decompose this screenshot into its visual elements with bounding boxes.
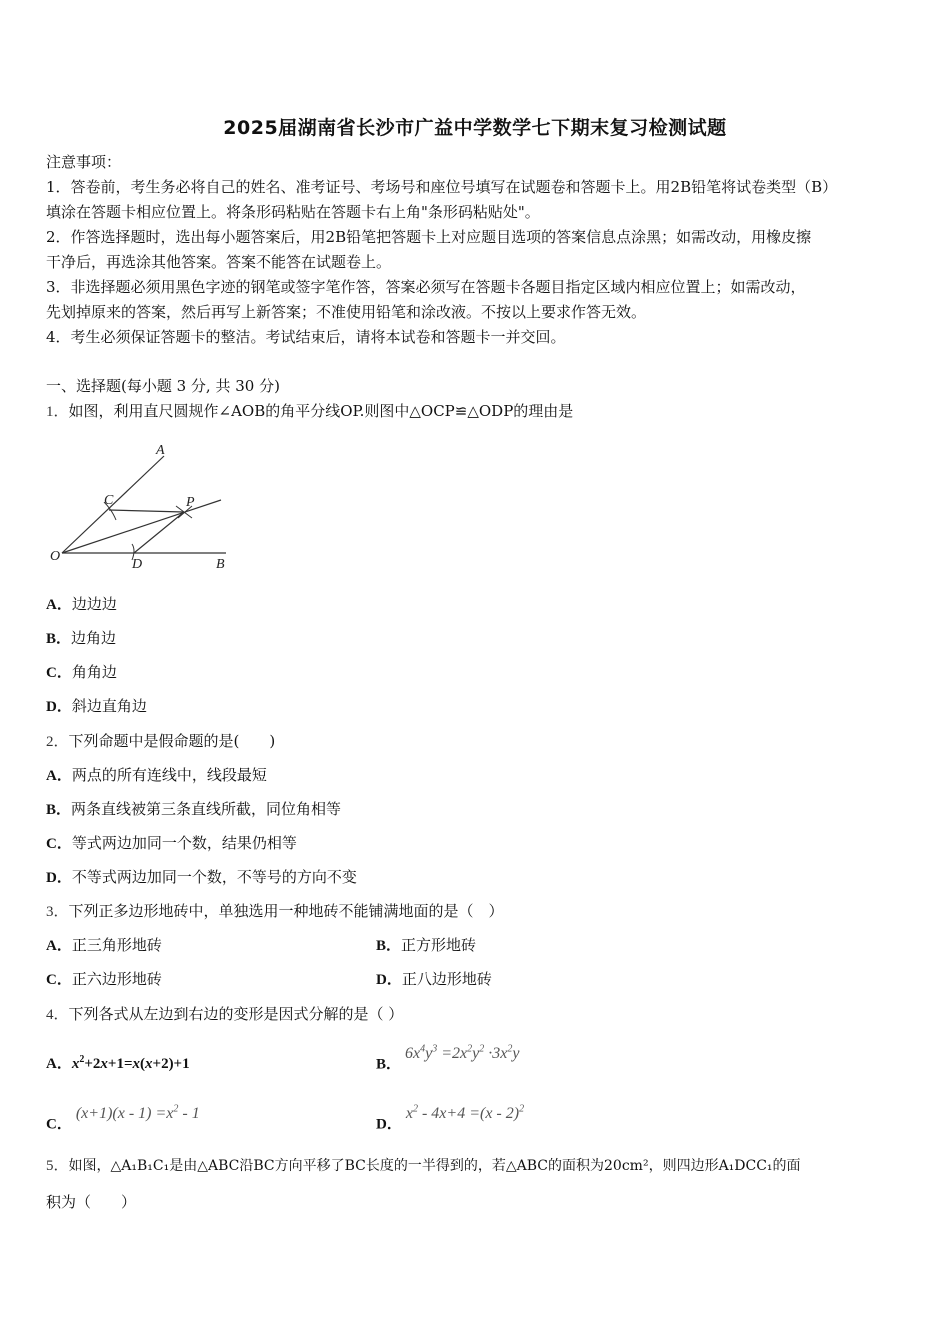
option-d[interactable]: D．$x^2 - 4x+4 =(x - 2)^2$ [376, 1104, 525, 1133]
question-number: 5． [46, 1158, 69, 1174]
label-a: A [156, 443, 165, 458]
option-d[interactable]: D．正八边形地砖 [376, 970, 492, 988]
formula: $x^2+2x+1=x(x+2)+1$ [71, 1054, 190, 1072]
option-a[interactable]: A．$x^2+2x+1=x(x+2)+1$ [46, 1054, 190, 1072]
notice-line: 先划掉原来的答案，然后再写上新答案；不准使用铅笔和涂改液。不按以上要求作答无效。 [46, 303, 647, 321]
question-5-continued: 积为（ ） [46, 1193, 137, 1211]
question-number: 1． [46, 404, 69, 420]
option-b[interactable]: B．$6x^4y^3 =2x^2y^2 \cdot 3x^2y$ [376, 1044, 520, 1073]
question-text: 下列正多边形地砖中，单独选用一种地砖不能铺满地面的是（ ） [68, 902, 504, 920]
question-number: 3． [46, 904, 69, 920]
question-number: 4． [46, 1007, 69, 1023]
option-c[interactable]: C．正六边形地砖 [46, 970, 162, 988]
question-5 [46, 1153, 906, 1178]
notice-line: 4．考生必须保证答题卡的整洁。考试结束后，请将本试卷和答题卡一并交回。 [46, 328, 566, 346]
notice-heading: 注意事项： [46, 153, 122, 171]
option-b[interactable]: B．正方形地砖 [376, 936, 477, 954]
option-d[interactable]: D．不等式两边加同一个数，不等号的方向不变 [46, 868, 357, 886]
section-heading: 一、选择题(每小题 3 分, 共 30 分) [46, 377, 280, 395]
option-a[interactable]: A．两点的所有连线中，线段最短 [46, 766, 267, 784]
angle-bisector-figure [46, 440, 246, 580]
question-text: 如图，利用直尺圆规作∠AOB的角平分线OP.则图中△OCP≌△ODP的理由是 [68, 402, 574, 420]
question-text: 下列命题中是假命题的是( ) [68, 732, 276, 750]
option-a[interactable]: A．边边边 [46, 595, 117, 613]
notice-line: 1．答卷前，考生务必将自己的姓名、准考证号、考场号和座位号填写在试题卷和答题卡上。用2B铅笔将试卷类型（B） [46, 178, 838, 196]
formula: $6x^4y^3 =2x^2y^2 \cdot 3x^2y$ [405, 1044, 520, 1063]
option-a[interactable]: A．正三角形地砖 [46, 936, 162, 954]
question-4 [46, 1002, 906, 1027]
option-c[interactable]: C．角角边 [46, 663, 117, 681]
formula: $(x+1)(x - 1) =x^2 - 1$ [75, 1104, 200, 1123]
question-text: 如图，△A₁B₁C₁是由△ABC沿BC方向平移了BC长度的一半得到的，若△ABC的面积为20cm²，则四边形A₁DCC₁的面 [68, 1158, 801, 1174]
label-b: B [216, 557, 225, 572]
option-c[interactable]: C．$(x+1)(x - 1) =x^2 - 1$ [46, 1104, 200, 1133]
question-2 [46, 729, 906, 754]
notice-line: 干净后，再选涂其他答案。答案不能答在试题卷上。 [46, 253, 392, 271]
question-number: 2． [46, 734, 69, 750]
label-c: C [104, 493, 114, 508]
formula: $x^2 - 4x+4 =(x - 2)^2$ [405, 1104, 525, 1123]
option-d[interactable]: D．斜边直角边 [46, 697, 147, 715]
notice-line: 3．非选择题必须用黑色字迹的钢笔或签字笔作答，答案必须写在答题卡各题目指定区域内相应位置上；如需改动， [46, 278, 806, 296]
label-p: P [186, 495, 195, 510]
question-3 [46, 899, 906, 924]
label-o: O [50, 549, 61, 564]
notice-line: 填涂在答题卡相应位置上。将条形码粘贴在答题卡右上角"条形码粘贴处"。 [46, 203, 540, 221]
notice-line: 2．作答选择题时，选出每小题答案后，用2B铅笔把答题卡上对应题目选项的答案信息点涂黑；如需改动，用橡皮擦 [46, 228, 812, 246]
option-c[interactable]: C．等式两边加同一个数，结果仍相等 [46, 834, 297, 852]
page-title: 2025届湖南省长沙市广益中学数学七下期末复习检测试题 [223, 117, 727, 139]
label-d: D [132, 557, 143, 572]
question-text: 下列各式从左边到右边的变形是因式分解的是（ ） [68, 1005, 404, 1023]
option-b[interactable]: B．边角边 [46, 629, 117, 647]
question-1 [46, 399, 906, 424]
option-b[interactable]: B．两条直线被第三条直线所截，同位角相等 [46, 800, 342, 818]
